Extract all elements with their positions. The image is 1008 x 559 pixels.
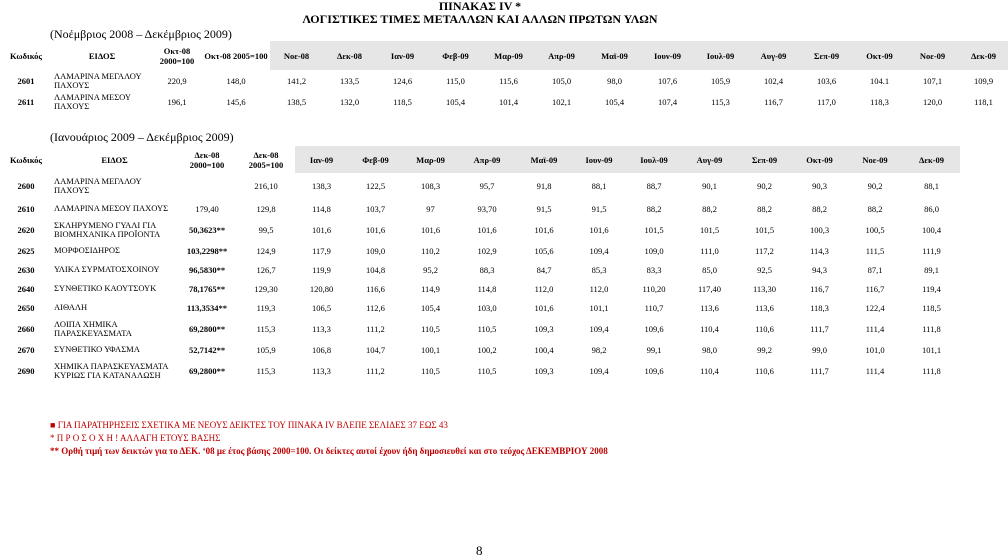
value-cell: 119,9 xyxy=(312,264,331,275)
table-row xyxy=(0,241,960,260)
value-cell: 110,7 xyxy=(644,302,664,313)
value-cell: 179,40 xyxy=(195,203,219,214)
table-row xyxy=(0,91,1008,113)
column-header: Κωδικός xyxy=(9,154,43,165)
table-row xyxy=(0,173,960,199)
column-header: Κωδικός xyxy=(9,50,43,61)
value-cell: 120,0 xyxy=(922,97,943,107)
item-name-cell: ΑΙΘΑΛΗ xyxy=(54,302,88,312)
note-double-star: ** Ορθή τιμή των δεικτών για το ΔΕΚ. ‘08 με έτος βάσης 2000=100. Οι δείκτες αυτοί έχουν ήδη δημοσιευθεί και στο τεύχος ΔΕΚΕΜΒΡΙΟΥ 2008 xyxy=(50,446,608,456)
value-cell: 91,5 xyxy=(536,203,552,214)
value-cell: 69,2800** xyxy=(188,323,226,334)
value-cell: 95,2 xyxy=(423,264,438,275)
value-cell: 105,0 xyxy=(551,75,572,86)
value-cell: 106,5 xyxy=(311,302,332,313)
value-cell: 100,3 xyxy=(809,224,830,235)
column-header: Φεβ-09 xyxy=(429,41,482,70)
value-cell: 105,4 xyxy=(445,97,466,107)
value-cell: 112,0 xyxy=(589,283,609,294)
value-cell: 109,3 xyxy=(534,365,554,376)
value-cell: 88,1 xyxy=(591,181,607,191)
code-cell: 2630 xyxy=(17,264,35,275)
item-name-cell: ΛΟΙΠΑ ΧΗΜΙΚΑ ΠΑΡΑΣΚΕΥΑΣΜΑΤΑ xyxy=(54,318,132,338)
value-cell: 119,3 xyxy=(256,302,276,313)
note-new-indices xyxy=(50,420,448,431)
value-cell: 111,9 xyxy=(922,245,941,256)
value-cell: 98,0 xyxy=(702,344,717,355)
value-cell: 117,2 xyxy=(755,245,774,256)
value-cell: 110,6 xyxy=(755,323,774,334)
value-cell: 111,0 xyxy=(700,245,719,256)
column-header: Μαϊ-09 xyxy=(516,146,572,173)
value-cell: 119,4 xyxy=(922,283,941,294)
value-cell: 52,7142** xyxy=(188,344,226,355)
value-cell: 113,6 xyxy=(700,302,719,313)
value-cell: 97 xyxy=(426,203,435,214)
value-cell: 114,3 xyxy=(810,245,829,256)
value-cell: 115,0 xyxy=(446,75,465,86)
value-cell: 118,3 xyxy=(870,97,889,107)
column-header: Μαρ-09 xyxy=(403,146,458,173)
value-cell: 101,5 xyxy=(699,224,720,235)
table-row xyxy=(0,317,960,340)
value-cell: 114,9 xyxy=(421,283,440,294)
value-cell: 95,7 xyxy=(479,181,495,191)
value-cell: 111,8 xyxy=(922,365,941,376)
column-header: Αυγ-09 xyxy=(682,146,737,173)
value-cell: 129,30 xyxy=(254,283,278,294)
value-cell: 103,0 xyxy=(477,302,497,313)
value-cell: 111,2 xyxy=(366,323,385,334)
value-cell: 98,0 xyxy=(607,75,622,86)
value-cell: 104.1 xyxy=(869,75,890,86)
value-cell: 116,7 xyxy=(865,283,885,294)
value-cell: 87,1 xyxy=(867,264,883,275)
value-cell: 101,6 xyxy=(534,224,554,235)
value-cell: 118,3 xyxy=(810,302,829,313)
column-header: Απρ-09 xyxy=(535,41,588,70)
column-header: Οκτ-08 2005=100 xyxy=(204,50,268,61)
value-cell: 99,0 xyxy=(812,344,827,355)
value-cell: 113,3 xyxy=(312,323,331,334)
value-cell: 102,1 xyxy=(551,97,572,107)
value-cell: 90,1 xyxy=(702,181,717,191)
value-cell: 99,2 xyxy=(757,344,772,355)
value-cell: 98,2 xyxy=(591,344,607,355)
column-header: Ιουλ-09 xyxy=(626,146,682,173)
table-row xyxy=(0,70,1008,91)
value-cell: 88,1 xyxy=(924,181,939,191)
value-cell: 122,4 xyxy=(865,302,885,313)
value-cell: 101,1 xyxy=(589,302,609,313)
price-table-2008-2009 xyxy=(0,41,1008,113)
value-cell: 100,4 xyxy=(921,224,942,235)
value-cell: 138,5 xyxy=(286,97,307,107)
value-cell: 101,5 xyxy=(754,224,775,235)
value-cell: 111,5 xyxy=(865,245,885,256)
item-name-cell: ΛΑΜΑΡΙΝΑ ΜΕΣΟΥ ΠΑΧΟΥΣ xyxy=(54,203,169,213)
value-cell: 110,5 xyxy=(421,323,440,334)
item-name-cell: ΣΚΛΗΡΥΜΕΝΟ ΓΥΑΛΙ ΓΙΑ ΒΙΟΜΗΧΑΝΙΚΑ ΠΡΟΪΟΝΤΑ xyxy=(54,219,161,239)
column-header: Δεκ-08 2005=100 xyxy=(248,149,284,170)
value-cell: 83,3 xyxy=(646,264,662,275)
value-cell: 86,0 xyxy=(924,203,939,214)
item-name-cell: ΧΗΜΙΚΑ ΠΑΡΑΣΚΕΥΑΣΜΑΤΑ ΚΥΡΙΩΣ ΓΙΑ ΚΑΤΑΝΑΛΩΣΗ xyxy=(54,360,169,380)
column-header: Ιουν-09 xyxy=(572,146,626,173)
column-header: Δεκ-08 xyxy=(323,41,376,70)
table-header-row xyxy=(0,41,1008,70)
value-cell: 101,0 xyxy=(865,344,885,355)
code-cell: 2640 xyxy=(17,283,35,294)
value-cell: 88,7 xyxy=(646,181,662,191)
column-header: Σεπ-09 xyxy=(800,41,853,70)
value-cell: 196,1 xyxy=(167,97,187,107)
value-cell: 113,30 xyxy=(752,283,777,294)
value-cell: 110,2 xyxy=(421,245,440,256)
value-cell: 220,9 xyxy=(167,75,187,86)
value-cell: 93,70 xyxy=(477,203,497,214)
value-cell: 102,9 xyxy=(477,245,497,256)
value-cell: 91,8 xyxy=(536,181,552,191)
column-header: Νοε-09 xyxy=(847,146,903,173)
value-cell: 103,2298** xyxy=(186,245,228,256)
value-cell: 99,5 xyxy=(258,224,274,235)
value-cell: 100,5 xyxy=(865,224,885,235)
value-cell: 132,0 xyxy=(339,97,360,107)
value-cell: 124,9 xyxy=(256,245,276,256)
value-cell: 111,2 xyxy=(366,365,385,376)
note-new-indices-text: ΓΙΑ ΠΑΡΑΤΗΡΗΣΕΙΣ ΣΧΕΤΙΚΑ ΜΕ ΝΕΟΥΣ ΔΕΙΚΤΕΣ ΤΟΥ ΠΙΝΑΚΑ IV ΒΛΕΠΕ ΣΕΛΙΔΕΣ 37 ΕΩΣ 43 xyxy=(57,420,448,430)
value-cell: 102,4 xyxy=(763,75,784,86)
value-cell: 112,0 xyxy=(534,283,554,294)
value-cell: 117,0 xyxy=(817,97,836,107)
value-cell: 116,7 xyxy=(764,97,783,107)
value-cell: 101,6 xyxy=(589,224,609,235)
column-header: Μαρ-09 xyxy=(482,41,535,70)
item-name-cell: ΥΛΙΚΑ ΣΥΡΜΑΤΟΣΧΟΙΝΟΥ xyxy=(54,264,160,274)
value-cell: 101,5 xyxy=(644,224,664,235)
column-header: Φεβ-09 xyxy=(348,146,403,173)
value-cell: 115,3 xyxy=(256,365,276,376)
value-cell: 113,3534** xyxy=(187,302,227,313)
column-header: ΕΙΔΟΣ xyxy=(101,154,128,165)
value-cell: 100,4 xyxy=(534,344,554,355)
value-cell: 107,1 xyxy=(922,75,943,86)
code-cell: 2690 xyxy=(17,365,35,376)
value-cell: 141,2 xyxy=(286,75,307,86)
value-cell: 105,9 xyxy=(710,75,731,86)
value-cell: 115,6 xyxy=(499,75,518,86)
value-cell: 96,5830** xyxy=(188,264,226,275)
value-cell: 105,6 xyxy=(534,245,554,256)
value-cell: 85,0 xyxy=(702,264,717,275)
value-cell: 118,5 xyxy=(922,302,941,313)
value-cell: 124,6 xyxy=(392,75,413,86)
value-cell: 90,3 xyxy=(812,181,827,191)
value-cell: 117,40 xyxy=(697,283,722,294)
code-cell: 2620 xyxy=(17,224,35,235)
value-cell: 133,5 xyxy=(339,75,360,86)
price-table-2009 xyxy=(0,146,960,382)
value-cell: 145,6 xyxy=(226,97,246,107)
value-cell: 103,7 xyxy=(365,203,386,214)
code-cell: 2601 xyxy=(17,75,35,86)
column-header: Οκτ-08 2000=100 xyxy=(159,45,195,66)
value-cell: 100,1 xyxy=(420,344,441,355)
value-cell: 111,7 xyxy=(810,365,829,376)
item-name-cell: ΛΑΜΑΡΙΝΑ ΜΕΓΑΛΟΥ ΠΑΧΟΥΣ xyxy=(54,70,142,90)
column-header: Δεκ-08 2000=100 xyxy=(189,149,225,170)
value-cell: 101,6 xyxy=(365,224,386,235)
value-cell: 90,2 xyxy=(867,181,883,191)
value-cell: 110,20 xyxy=(642,283,666,294)
column-header: Μαϊ-09 xyxy=(588,41,641,70)
code-cell: 2660 xyxy=(17,323,35,334)
code-cell: 2670 xyxy=(17,344,35,355)
value-cell: 94,3 xyxy=(812,264,827,275)
period-label-1: (Νοέμβριος 2008 – Δεκέμβριος 2009) xyxy=(50,27,232,41)
value-cell: 88,2 xyxy=(702,203,717,214)
value-cell: 89,1 xyxy=(924,264,939,275)
code-cell: 2650 xyxy=(17,302,35,313)
note-base-year-change: * Π Ρ Ο Σ Ο Χ Η ! ΑΛΛΑΓΗ ΕΤΟΥΣ ΒΑΣΗΣ xyxy=(50,433,221,443)
value-cell: 148,0 xyxy=(226,75,246,86)
column-header: Νοε-08 xyxy=(270,41,323,70)
code-cell: 2610 xyxy=(17,203,35,214)
value-cell: 105,9 xyxy=(256,344,276,355)
value-cell: 88,2 xyxy=(646,203,662,214)
value-cell: 101,4 xyxy=(498,97,519,107)
value-cell: 91,5 xyxy=(591,203,607,214)
value-cell: 110,4 xyxy=(700,323,719,334)
value-cell: 110,5 xyxy=(477,323,497,334)
item-name-cell: ΛΑΜΑΡΙΝΑ ΜΕΣΟΥ ΠΑΧΟΥΣ xyxy=(54,92,131,111)
item-name-cell: ΛΑΜΑΡΙΝΑ ΜΕΓΑΛΟΥ ΠΑΧΟΥΣ xyxy=(54,176,142,195)
column-header: Νοε-09 xyxy=(906,41,959,70)
value-cell: 118,5 xyxy=(393,97,412,107)
value-cell: 50,3623** xyxy=(188,224,226,235)
column-header: Ιαν-09 xyxy=(376,41,429,70)
value-cell: 88,2 xyxy=(757,203,772,214)
column-header: Ιουλ-09 xyxy=(694,41,747,70)
value-cell: 104,8 xyxy=(365,264,386,275)
value-cell: 104,7 xyxy=(365,344,386,355)
value-cell: 101,6 xyxy=(311,224,332,235)
item-name-cell: ΣΥΝΘΕΤΙΚΟ ΥΦΑΣΜΑ xyxy=(54,344,140,354)
value-cell: 101,1 xyxy=(921,344,942,355)
value-cell: 99,1 xyxy=(646,344,662,355)
table-row xyxy=(0,218,960,241)
value-cell: 101,6 xyxy=(534,302,554,313)
value-cell: 109,4 xyxy=(589,245,609,256)
column-header: Δεκ-09 xyxy=(959,41,1008,70)
code-cell: 2625 xyxy=(17,245,35,256)
value-cell: 92,5 xyxy=(757,264,772,275)
table-row xyxy=(0,279,960,298)
item-name-cell: ΜΟΡΦΟΣΙΔΗΡΟΣ xyxy=(54,245,120,255)
column-header: Οκτ-09 xyxy=(792,146,847,173)
table-header-row xyxy=(0,146,960,173)
value-cell: 85,3 xyxy=(591,264,607,275)
value-cell: 111,8 xyxy=(922,323,941,334)
value-cell: 110,6 xyxy=(755,365,774,376)
page-number: 8 xyxy=(476,543,483,558)
value-cell: 103,6 xyxy=(816,75,837,86)
value-cell: 109,0 xyxy=(644,245,664,256)
value-cell: 109,9 xyxy=(973,75,994,86)
value-cell: 111,7 xyxy=(810,323,829,334)
value-cell: 113,3 xyxy=(312,365,331,376)
value-cell: 107,6 xyxy=(657,75,678,86)
value-cell: 116,7 xyxy=(810,283,829,294)
value-cell: 109,0 xyxy=(365,245,386,256)
value-cell: 105,4 xyxy=(420,302,441,313)
value-cell: 111,4 xyxy=(865,323,885,334)
column-header: ΕΙΔΟΣ xyxy=(88,50,116,61)
value-cell: 90,2 xyxy=(757,181,772,191)
value-cell: 112,6 xyxy=(366,302,385,313)
value-cell: 116,6 xyxy=(366,283,385,294)
table-row xyxy=(0,260,960,279)
value-cell: 69,2800** xyxy=(188,365,226,376)
column-header: Ιαν-09 xyxy=(295,146,348,173)
table-row xyxy=(0,340,960,359)
column-header: Δεκ-09 xyxy=(903,146,960,173)
value-cell: 109,6 xyxy=(644,365,664,376)
value-cell: 107,4 xyxy=(657,97,678,107)
column-header: Σεπ-09 xyxy=(737,146,792,173)
value-cell: 129,8 xyxy=(256,203,276,214)
value-cell: 115,3 xyxy=(711,97,730,107)
bullet-icon: ■ xyxy=(50,420,56,430)
value-cell: 110,4 xyxy=(700,365,719,376)
value-cell: 110,5 xyxy=(477,365,497,376)
value-cell: 111,4 xyxy=(865,365,885,376)
value-cell: 115,3 xyxy=(256,323,276,334)
column-header: Οκτ-09 xyxy=(853,41,906,70)
value-cell: 105,4 xyxy=(604,97,625,107)
value-cell: 88,2 xyxy=(867,203,883,214)
value-cell: 109,6 xyxy=(644,323,664,334)
table-row xyxy=(0,298,960,317)
value-cell: 126,7 xyxy=(256,264,276,275)
value-cell: 78,1765** xyxy=(188,283,226,294)
table-row xyxy=(0,359,960,382)
value-cell: 120,80 xyxy=(309,283,334,294)
table-title: ΠΙΝΑΚΑΣ IV * xyxy=(438,0,522,13)
column-header: Απρ-09 xyxy=(458,146,516,173)
value-cell: 113,6 xyxy=(755,302,774,313)
value-cell: 114,8 xyxy=(477,283,497,294)
item-name-cell: ΣΥΝΘΕΤΙΚΟ ΚΑΟΥΤΣΟΥΚ xyxy=(54,283,157,293)
code-cell: 2600 xyxy=(17,181,35,191)
column-header: Αυγ-09 xyxy=(747,41,800,70)
value-cell: 109,4 xyxy=(589,323,609,334)
value-cell: 88,2 xyxy=(812,203,827,214)
value-cell: 109,4 xyxy=(589,365,609,376)
value-cell: 138,3 xyxy=(311,181,332,191)
table-subtitle: ΛΟΓΙΣΤΙΚΕΣ ΤΙΜΕΣ ΜΕΤΑΛΛΩΝ ΚΑΙ ΑΛΛΩΝ ΠΡΩΤΩΝ ΥΛΩΝ xyxy=(302,12,658,26)
code-cell: 2611 xyxy=(17,97,35,107)
value-cell: 101,6 xyxy=(420,224,441,235)
value-cell: 216,10 xyxy=(254,181,278,191)
value-cell: 110,5 xyxy=(421,365,440,376)
value-cell: 84,7 xyxy=(536,264,552,275)
value-cell: 118,1 xyxy=(974,97,993,107)
value-cell: 114,8 xyxy=(312,203,331,214)
value-cell xyxy=(177,173,237,199)
value-cell: 117,9 xyxy=(312,245,331,256)
value-cell: 122,5 xyxy=(365,181,386,191)
value-cell: 100,2 xyxy=(477,344,497,355)
value-cell: 106,8 xyxy=(311,344,332,355)
table-row xyxy=(0,199,960,218)
value-cell: 108,3 xyxy=(420,181,441,191)
column-header: Ιουν-09 xyxy=(641,41,694,70)
value-cell: 88,3 xyxy=(479,264,495,275)
value-cell: 109,3 xyxy=(534,323,554,334)
period-label-2: (Ιανουάριος 2009 – Δεκέμβριος 2009) xyxy=(50,130,234,144)
value-cell: 101,6 xyxy=(477,224,497,235)
